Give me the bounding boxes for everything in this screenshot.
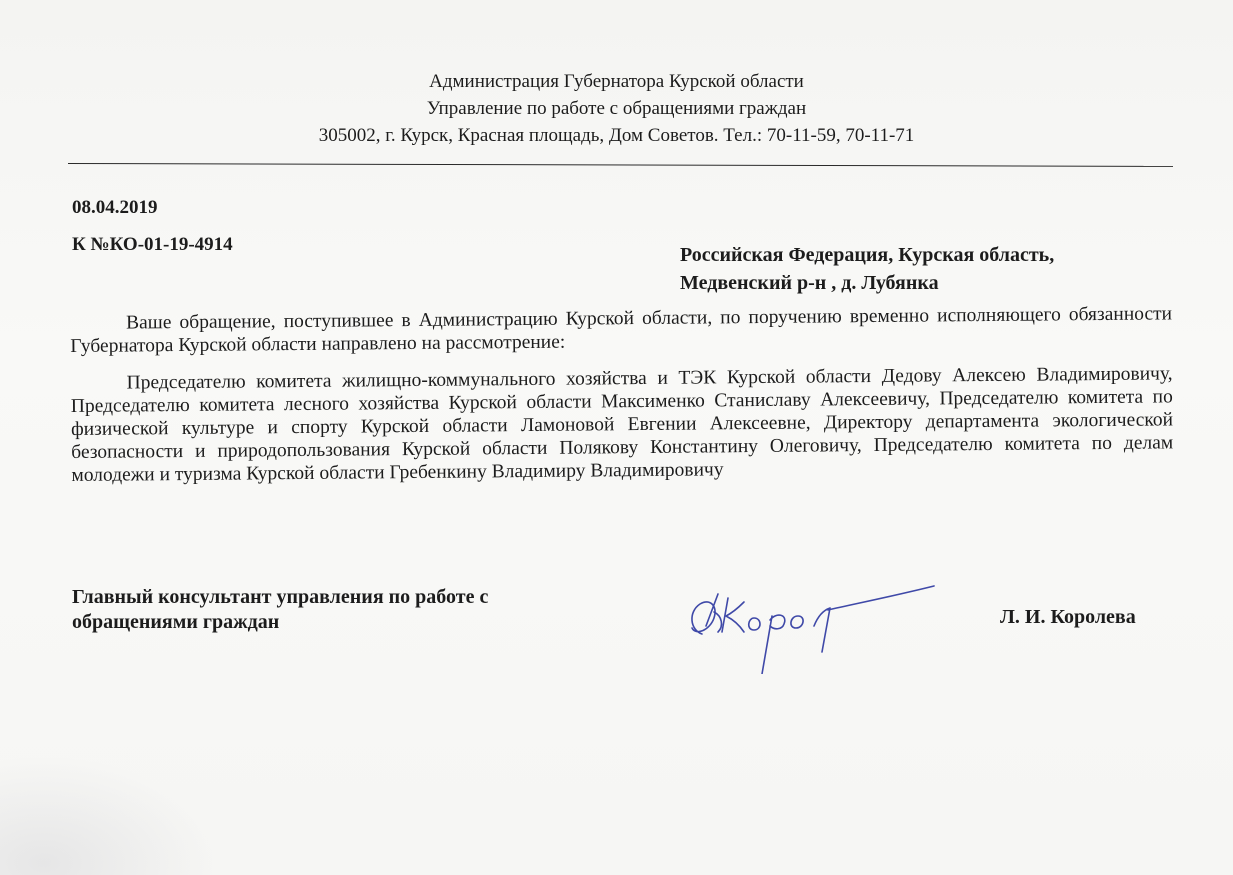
letterhead-department: Управление по работе с обращениями граждан xyxy=(426,98,807,119)
document-date: 08.04.2019 xyxy=(72,197,158,218)
letterhead-organization: Администрация Губернатора Курской области xyxy=(429,71,804,92)
recipient-address-line1: Российская Федерация, Курская область, xyxy=(680,244,1055,266)
letterhead-divider xyxy=(68,163,1173,167)
recipient-address-line2: Медвенский р-н , д. Лубянка xyxy=(680,272,939,294)
document-reference-number: К №КО-01-19-4914 xyxy=(72,234,233,255)
letterhead-address: 305002, г. Курск, Красная площадь, Дом Советов. Тел.: 70-11-59, 70-11-71 xyxy=(318,125,915,146)
signer-position xyxy=(72,585,488,635)
letterhead xyxy=(0,68,1233,149)
signer-position-line2: обращениями граждан xyxy=(72,611,280,633)
signer-name: Л. И. Королева xyxy=(1000,606,1136,628)
handwritten-signature xyxy=(684,582,944,674)
scan-artifact xyxy=(0,755,220,875)
signer-position-line1: Главный консультант управления по работе с xyxy=(72,586,489,608)
letter-body xyxy=(70,302,1174,501)
recipient-address xyxy=(680,241,1054,297)
body-paragraph-intro: Ваше обращение, поступившее в Администрацию Курской области, по поручению временно исполняющего обязанности Губернатора Курской области направлено на рассмотрение: xyxy=(70,303,1173,357)
body-paragraph-addressees: Председателю комитета жилищно-коммунального хозяйства и ТЭК Курской области Дедову Алексею Владимировичу, Председателю комитета лесного хозяйства Курской области Максименко Станиславу Алексеевичу, Председателю комитета по физической культуре и спорту Курской области Ламоновой Евгении Алексеевне, Директору департамента экологической безопасности и природопользования Курской области Полякову Константину Олеговичу, Председателю комитета по делам молодежи и туризма Курской области Гребенкину Владимиру Владимировичу xyxy=(70,363,1174,486)
